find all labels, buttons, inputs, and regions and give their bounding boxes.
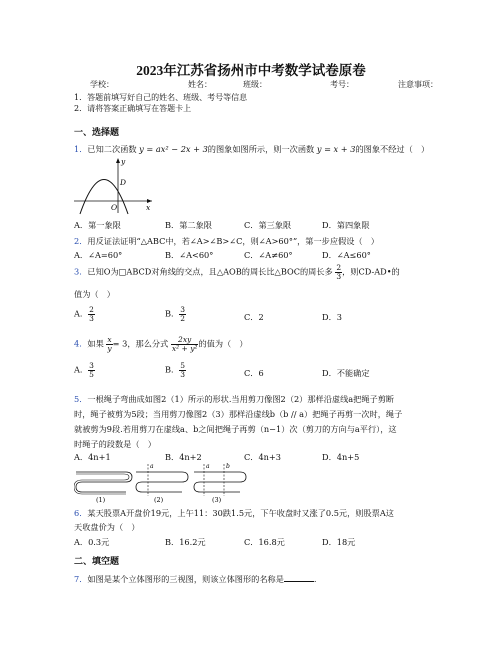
x-axis-label: x [146, 203, 151, 212]
question-5-line4: 时绳子的段数是（ ） [74, 439, 156, 449]
q3-option-b[interactable]: B． $\frac{3}{2}$ [165, 305, 185, 323]
y-axis-label: y [121, 157, 126, 166]
parabola-graph [74, 155, 154, 215]
question-7: 7．如图是某个立体图形的三视图，则该立体图形的名称是 . [74, 574, 317, 584]
class-field: 班级： [243, 80, 267, 89]
name-field: 姓名： [188, 80, 212, 89]
svg-text:(1): (1) [96, 496, 106, 504]
q3-fraction: $\frac{2}{3}$ [336, 263, 342, 281]
q1-option-d[interactable]: D．第四象限 [322, 220, 370, 230]
svg-text:b: b [226, 463, 230, 470]
q2-option-a[interactable]: A．∠A=60° [74, 250, 123, 260]
note-1: 1．答题前填写好自己的姓名、班级、考号等信息 [74, 93, 248, 102]
question-3-line2: 值为（ ） [74, 289, 115, 299]
q5-option-a[interactable]: A．4n+1 [74, 452, 111, 462]
rope-figure-2 [136, 463, 188, 504]
q3-option-a[interactable]: A． $\frac{2}{3}$ [74, 305, 94, 323]
q4-fraction-x-over-y: $\frac{x}{y}$ [107, 335, 112, 353]
section-choice-heading: 一、选择题 [74, 128, 120, 138]
school-field: 学校： [90, 80, 114, 89]
notice-label: 注意事项： [398, 80, 438, 89]
q1-option-a[interactable]: A．第一象限 [74, 220, 121, 230]
q3-option-d[interactable]: D．3 [322, 312, 342, 322]
page-title: 2023年江苏省扬州市中考数学试卷原卷 [136, 63, 366, 78]
note-2: 2．请将答案正确填写在答题卡上 [74, 104, 192, 113]
rope-figure-1 [74, 472, 132, 504]
rope-figures [74, 460, 254, 506]
q1-option-b[interactable]: B．第二象限 [165, 220, 212, 230]
q4-option-b[interactable]: B． $\frac{5}{3}$ [165, 361, 185, 379]
q4-option-c[interactable]: C．6 [244, 368, 264, 378]
section-fill-heading: 二、填空题 [74, 557, 120, 567]
svg-text:(3): (3) [212, 496, 222, 504]
question-4: 4．如果 $\frac{x}{y}$ = 3，那么分式 $\frac{2xy}{\text{x² + y²}}$ 的值为（ ） [74, 335, 248, 353]
q5-option-b[interactable]: B．4n+2 [165, 452, 202, 462]
question-5: 5．一根绳子弯曲成如图2（1）所示的形状.当用剪刀像图2（2）那样沿虚线a把绳子剪断 [74, 394, 395, 404]
question-2: 2．用反证法证明“△ABC中，若∠A>∠B>∠C，则∠A>60°”，第一步应假设（ ） [74, 236, 379, 246]
q2-option-c[interactable]: C．∠A≠60° [244, 250, 293, 260]
q6-option-d[interactable]: D．18元 [322, 537, 356, 547]
q6-option-b[interactable]: B．16.2元 [165, 537, 206, 547]
svg-text:a: a [206, 463, 210, 470]
q2-option-b[interactable]: B．∠A<60° [165, 250, 214, 260]
question-5-line3: 就被剪为9段.若用剪刀在虚线a、b之间把绳子再剪（n−1）次（剪刀的方向与a平行），这 [74, 424, 397, 434]
question-1: 1．已知二次函数 y = ax² − 2x + 3的图象如图所示，则一次函数 y = x + 3的图象不经过（ ） [74, 144, 430, 154]
svg-text:(2): (2) [154, 496, 164, 504]
origin-label: O [111, 203, 118, 212]
quadratic-formula: y = ax² − 2x + 3 [139, 144, 208, 154]
question-6: 6．某天股票A开盘价19元，上午11：30跌1.5元，下午收盘时又涨了0.5元，则股票A这 [74, 508, 394, 518]
q1-option-c[interactable]: C．第三象限 [244, 220, 292, 230]
question-3: 3．已知O为□ABCD对角线的交点，且△AOB的周长比△BOC的周长多 $\frac{2}{3}$ ，则CD-AD•的 [74, 263, 400, 281]
linear-formula: y = x + 3 [316, 144, 356, 154]
q6-option-a[interactable]: A．0.3元 [74, 537, 110, 547]
svg-text:a: a [150, 463, 154, 470]
question-6-line2: 天收盘价为（ ） [74, 522, 140, 532]
q4-option-d[interactable]: D．不能确定 [322, 368, 370, 378]
q5-option-c[interactable]: C．4n+3 [244, 452, 282, 462]
question-5-line2: 时，绳子被剪为5段；当用剪刀像图2（3）那样沿虚线b（b // a）把绳子再剪一次时，绳子 [74, 409, 403, 419]
exam-number-field: 考号： [330, 80, 354, 89]
answer-blank[interactable] [284, 573, 314, 582]
q6-option-c[interactable]: C．16.8元 [244, 537, 285, 547]
q4-option-a[interactable]: A． $\frac{3}{5}$ [74, 361, 94, 379]
question-1-number: 1． [74, 144, 88, 154]
q2-option-d[interactable]: D．∠A≤60° [322, 250, 371, 260]
q5-option-d[interactable]: D．4n+5 [322, 452, 360, 462]
q3-option-c[interactable]: C．2 [244, 312, 264, 322]
rope-figure-3 [194, 463, 246, 504]
q4-fraction-expression: $\frac{2xy}{\text{x² + y²}}$ [171, 335, 198, 353]
y-axis-arrow [116, 158, 120, 163]
point-d-label: D [120, 178, 127, 187]
